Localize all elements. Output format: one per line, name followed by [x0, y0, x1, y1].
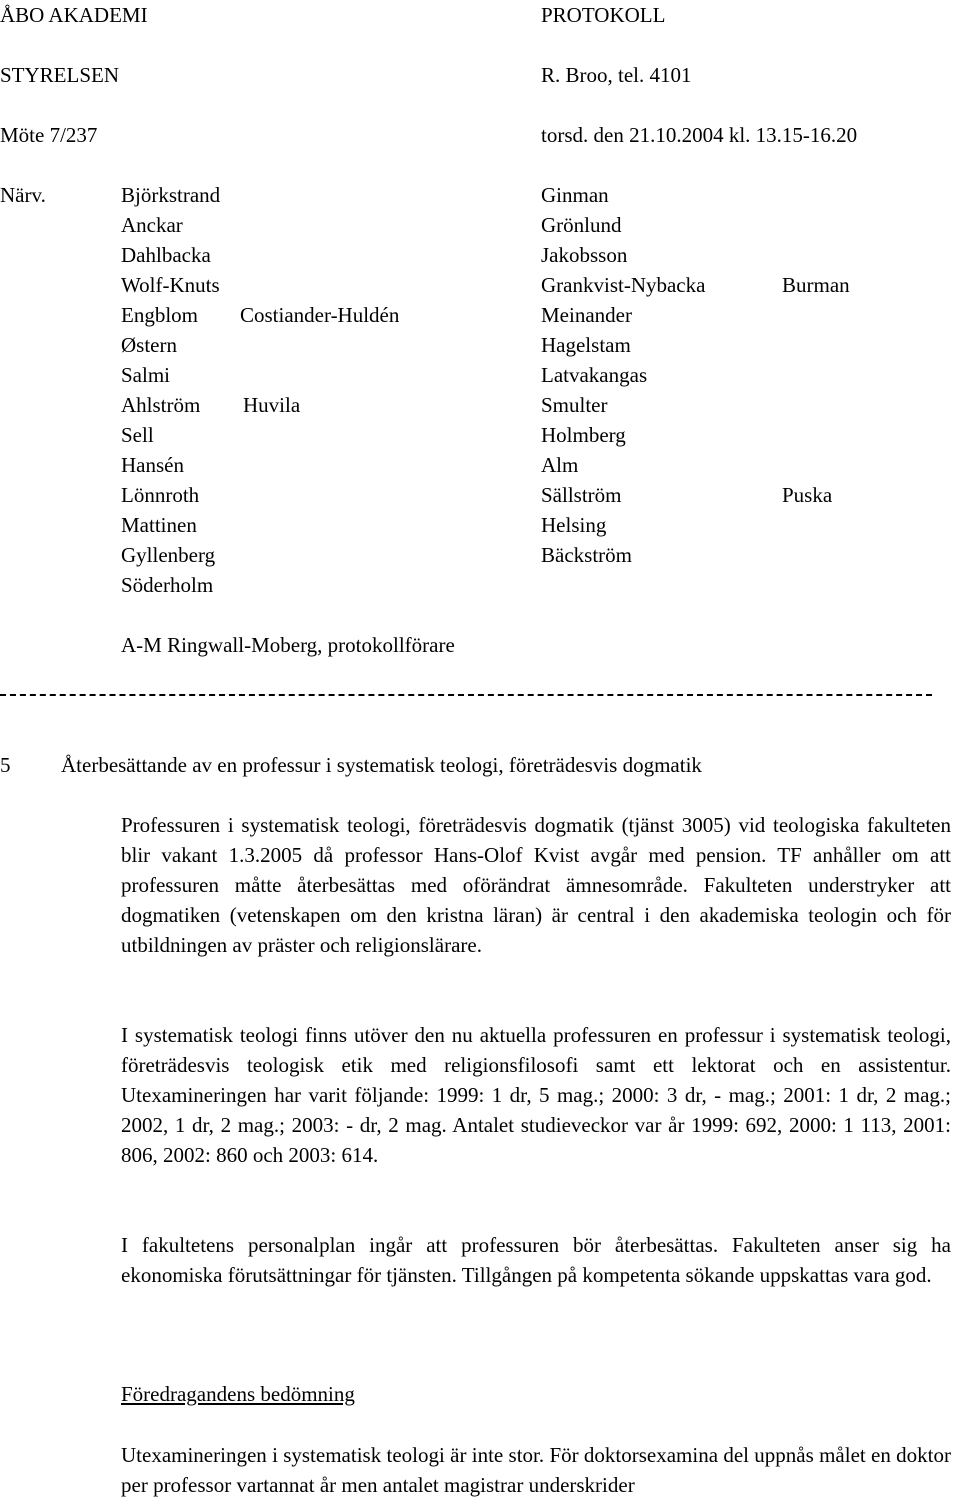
attendee: Helsing — [541, 513, 607, 537]
attendee: Engblom — [121, 303, 198, 327]
assessment-heading: Föredragandens bedömning — [121, 1382, 355, 1406]
attendee: Holmberg — [541, 423, 626, 447]
org-name: ÅBO AKADEMI — [0, 3, 148, 27]
attendee: Costiander-Huldén — [240, 303, 400, 327]
document-type: PROTOKOLL — [541, 3, 666, 27]
attendee: Söderholm — [121, 573, 214, 597]
attendee: Dahlbacka — [121, 243, 211, 267]
attendee: Grankvist-Nybacka — [541, 273, 706, 297]
attendee: Sell — [121, 423, 154, 447]
attendee: Huvila — [243, 393, 301, 417]
meeting-number: Möte 7/237 — [0, 123, 98, 147]
attendee: Björkstrand — [121, 183, 221, 207]
assessment-paragraph: Utexamineringen i systematisk teologi är inte stor. För doktorsexamina del uppnås målet en doktor per professor vartannat år men antalet magistrar underskrider — [121, 1443, 951, 1497]
section-divider — [0, 694, 932, 696]
attendee: Latvakangas — [541, 363, 648, 387]
attendee: Hansén — [121, 453, 184, 477]
attendee: Hagelstam — [541, 333, 631, 357]
attendee: Meinander — [541, 303, 632, 327]
attendee: Ahlström — [121, 393, 201, 417]
attendee: Jakobsson — [541, 243, 628, 267]
secretary-line: A-M Ringwall-Moberg, protokollförare — [121, 633, 455, 657]
attendee: Anckar — [121, 213, 183, 237]
attendee: Mattinen — [121, 513, 197, 537]
item-paragraph: I systematisk teologi finns utöver den nu aktuella professuren en professur i systematisk teologi, företrädesvis teologisk etik med religionsfilosofi samt ett lektorat och en assistentur. Utexamineringen har varit följande: 1999: 1 dr, 5 mag.; 2000: 3 dr, - mag.; 2001: 1 dr, 2 mag.; 2002, 1 dr, 2 mag.; 2003: - dr, 2 mag. Antalet studieveckor var år 1999: 692, 2000: 1 113, 2001: 806, 2002: 860 och 2003: 614. — [121, 1023, 951, 1167]
attendee: Ginman — [541, 183, 609, 207]
attendee: Østern — [121, 333, 177, 357]
attendee: Wolf-Knuts — [121, 273, 220, 297]
attendee: Lönnroth — [121, 483, 200, 507]
attendee: Puska — [782, 483, 833, 507]
attendee: Salmi — [121, 363, 171, 387]
item-paragraph: Professuren i systematisk teologi, företrädesvis dogmatik (tjänst 3005) vid teologiska fakulteten blir vakant 1.3.2005 då professor Hans-Olof Kvist avgår med pension. TF anhåller om att professuren måtte återbesättas med oförändrat ämnesområde. Fakulteten understryker att dogmatiken (vetenskapen om den kristna läran) är central i den akademiska teologin och för utbildningen av präster och religionslärare. — [121, 813, 951, 957]
attendee: Sällström — [541, 483, 622, 507]
item-title: Återbesättande av en professur i systematisk teologi, företrädesvis dogmatik — [61, 753, 702, 777]
attendee: Bäckström — [541, 543, 632, 567]
contact-info: R. Broo, tel. 4101 — [541, 63, 692, 87]
attendee: Smulter — [541, 393, 608, 417]
meeting-datetime: torsd. den 21.10.2004 kl. 13.15-16.20 — [541, 123, 858, 147]
item-number: 5 — [0, 753, 11, 777]
board-name: STYRELSEN — [0, 63, 120, 87]
attendee: Burman — [782, 273, 850, 297]
attendee: Alm — [541, 453, 579, 477]
attendance-label: Närv. — [0, 183, 46, 207]
attendee: Grönlund — [541, 213, 622, 237]
attendee: Gyllenberg — [121, 543, 216, 567]
item-paragraph: I fakultetens personalplan ingår att professuren bör återbesättas. Fakulteten anser sig ha ekonomiska förutsättningar för tjänsten. Tillgången på kompetenta sökande uppskattas vara god. — [121, 1233, 951, 1287]
